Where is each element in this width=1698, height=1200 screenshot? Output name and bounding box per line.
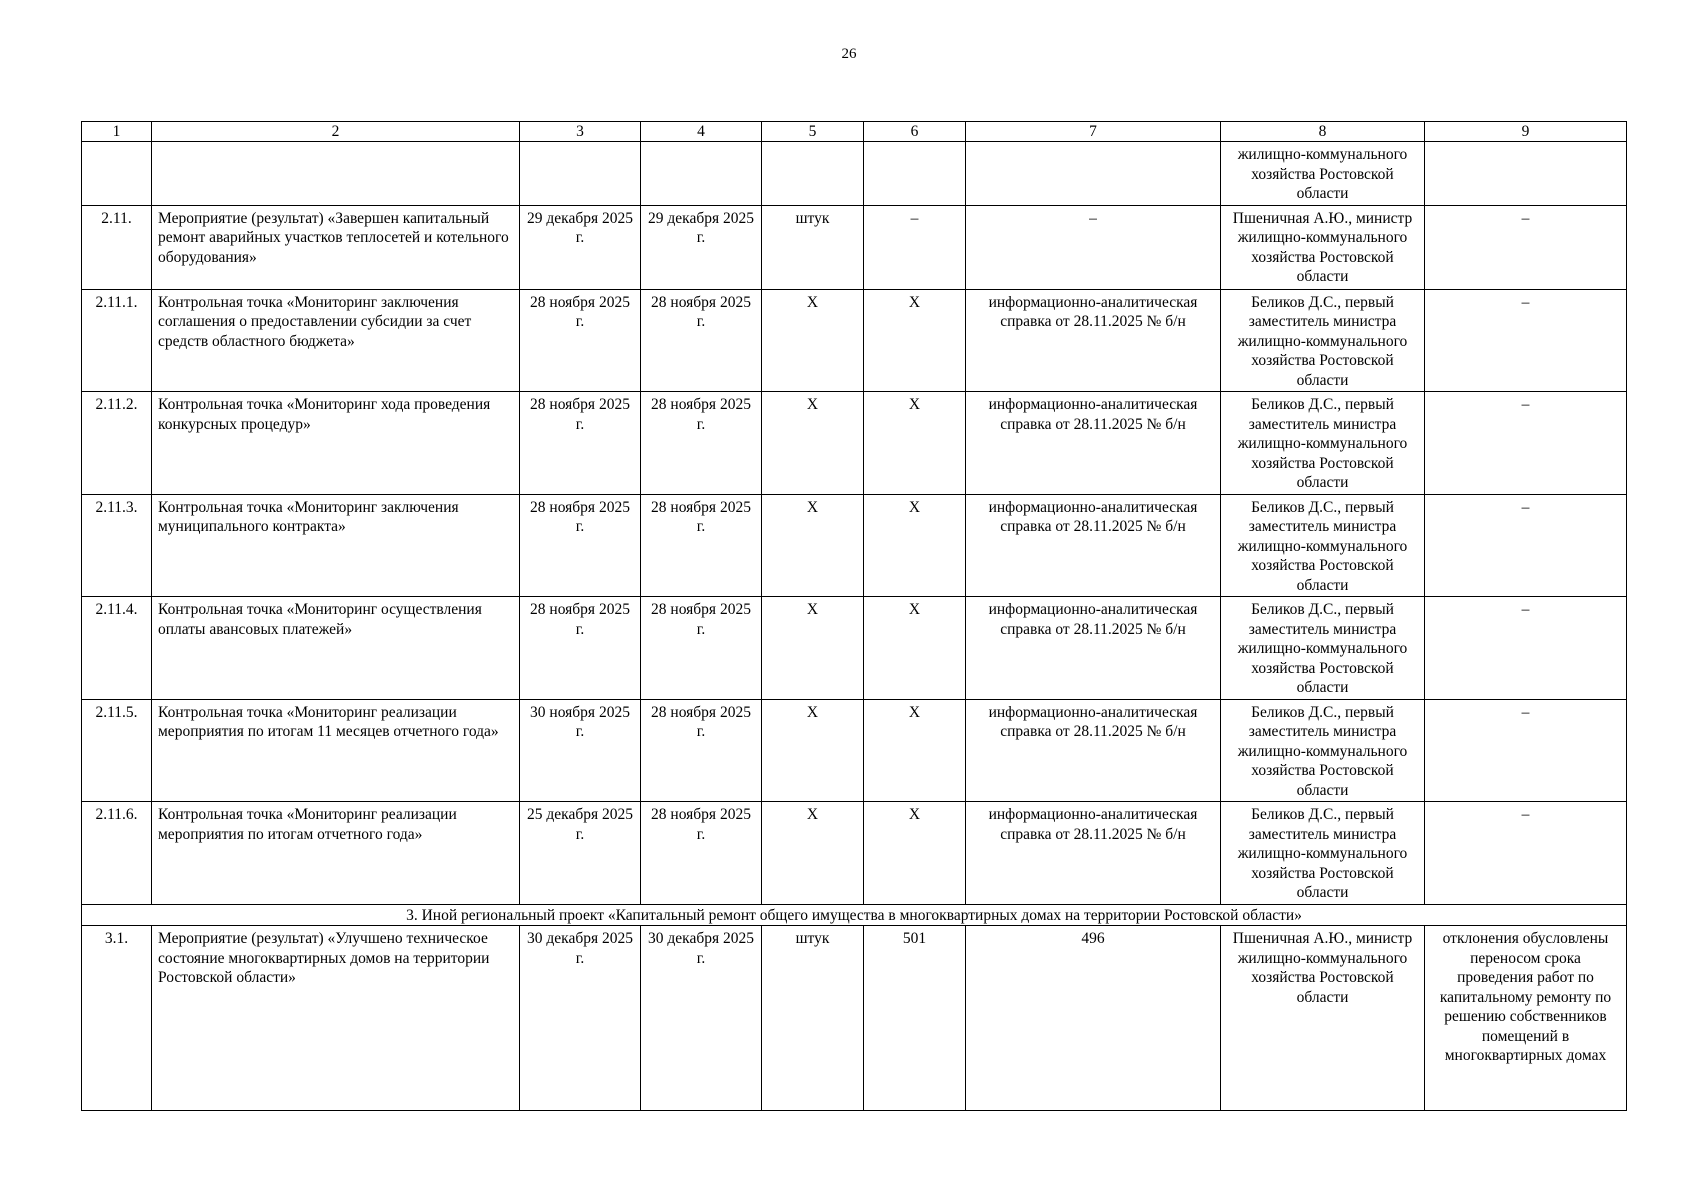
section-3-title: 3. Иной региональный проект «Капитальный ремонт общего имущества в многоквартирных домах на территории Ростовской области»: [82, 904, 1627, 926]
cell-value-fact: информационно-аналитическая справка от 28.11.2025 № б/н: [966, 597, 1221, 700]
column-header-3: 3: [520, 122, 641, 142]
cell-date-plan: 25 декабря 2025 г.: [520, 802, 641, 905]
cell-date-plan: 28 ноября 2025 г.: [520, 494, 641, 597]
cell-name: Контрольная точка «Мониторинг заключения соглашения о предоставлении субсидии за счет средств областного бюджета»: [152, 289, 520, 392]
cell-num: 2.11.5.: [82, 699, 152, 802]
page-number: 26: [841, 46, 857, 62]
cell-date-fact: 28 ноября 2025 г.: [641, 802, 762, 905]
cell-date-plan: 30 декабря 2025 г.: [520, 926, 641, 1111]
column-header-8: 8: [1221, 122, 1425, 142]
cell-name: [152, 142, 520, 206]
cell-note: –: [1425, 699, 1627, 802]
cell-unit: [762, 142, 864, 206]
cell-value-fact: информационно-аналитическая справка от 28.11.2025 № б/н: [966, 699, 1221, 802]
cell-num: 3.1.: [82, 926, 152, 1111]
column-header-6: 6: [864, 122, 966, 142]
cell-name: Контрольная точка «Мониторинг реализации мероприятия по итогам отчетного года»: [152, 802, 520, 905]
column-header-4: 4: [641, 122, 762, 142]
cell-date-fact: 28 ноября 2025 г.: [641, 597, 762, 700]
column-header-5: 5: [762, 122, 864, 142]
cell-num: 2.11.4.: [82, 597, 152, 700]
cell-note: отклонения обусловлены переносом срока проведения работ по капитальному ремонту по решению собственников помещений в многоквартирных домах: [1425, 926, 1627, 1111]
cell-num: 2.11.1.: [82, 289, 152, 392]
cell-name: Контрольная точка «Мониторинг реализации мероприятия по итогам 11 месяцев отчетного года»: [152, 699, 520, 802]
cell-unit: Х: [762, 597, 864, 700]
cell-note: [1425, 142, 1627, 206]
cell-note: –: [1425, 597, 1627, 700]
cell-responsible: Пшеничная А.Ю., министр жилищно-коммунального хозяйства Ростовской области: [1221, 926, 1425, 1111]
column-header-2: 2: [152, 122, 520, 142]
cell-unit: Х: [762, 289, 864, 392]
cell-num: 2.11.: [82, 205, 152, 289]
table-row: [82, 926, 1627, 1111]
cell-name: Мероприятие (результат) «Завершен капитальный ремонт аварийных участков теплосетей и котельного оборудования»: [152, 205, 520, 289]
cell-responsible: Беликов Д.С., первый заместитель министра жилищно-коммунального хозяйства Ростовской области: [1221, 699, 1425, 802]
cell-date-plan: 29 декабря 2025 г.: [520, 205, 641, 289]
cell-date-fact: 28 ноября 2025 г.: [641, 699, 762, 802]
table-row: [82, 597, 1627, 700]
table-row: [82, 392, 1627, 495]
cell-num: [82, 142, 152, 206]
cell-name: Мероприятие (результат) «Улучшено техническое состояние многоквартирных домов на территории Ростовской области»: [152, 926, 520, 1111]
cell-value-fact: информационно-аналитическая справка от 28.11.2025 № б/н: [966, 392, 1221, 495]
cell-num: 2.11.6.: [82, 802, 152, 905]
cell-date-plan: [520, 142, 641, 206]
cell-value-fact: информационно-аналитическая справка от 28.11.2025 № б/н: [966, 802, 1221, 905]
cell-name: Контрольная точка «Мониторинг осуществления оплаты авансовых платежей»: [152, 597, 520, 700]
cell-value-plan: Х: [864, 802, 966, 905]
cell-name: Контрольная точка «Мониторинг заключения муниципального контракта»: [152, 494, 520, 597]
cell-date-fact: 28 ноября 2025 г.: [641, 392, 762, 495]
column-header-9: 9: [1425, 122, 1627, 142]
column-header-7: 7: [966, 122, 1221, 142]
cell-value-plan: Х: [864, 494, 966, 597]
table-row: [82, 289, 1627, 392]
column-header-1: 1: [82, 122, 152, 142]
cell-date-plan: 30 ноября 2025 г.: [520, 699, 641, 802]
cell-responsible: Беликов Д.С., первый заместитель министра жилищно-коммунального хозяйства Ростовской области: [1221, 802, 1425, 905]
cell-date-fact: 28 ноября 2025 г.: [641, 494, 762, 597]
cell-value-plan: Х: [864, 392, 966, 495]
cell-note: –: [1425, 392, 1627, 495]
cell-value-fact: [966, 142, 1221, 206]
continuation-row: [82, 142, 1627, 206]
cell-num: 2.11.3.: [82, 494, 152, 597]
report-table: [81, 121, 1627, 1111]
cell-value-plan: –: [864, 205, 966, 289]
cell-date-plan: 28 ноября 2025 г.: [520, 392, 641, 495]
cell-note: –: [1425, 205, 1627, 289]
cell-value-fact: информационно-аналитическая справка от 28.11.2025 № б/н: [966, 289, 1221, 392]
cell-note: –: [1425, 494, 1627, 597]
table-row: [82, 699, 1627, 802]
header-row: [82, 122, 1627, 142]
cell-date-plan: 28 ноября 2025 г.: [520, 289, 641, 392]
cell-date-fact: 29 декабря 2025 г.: [641, 205, 762, 289]
cell-date-plan: 28 ноября 2025 г.: [520, 597, 641, 700]
cell-responsible: Беликов Д.С., первый заместитель министра жилищно-коммунального хозяйства Ростовской области: [1221, 597, 1425, 700]
cell-value-plan: Х: [864, 699, 966, 802]
cell-note: –: [1425, 802, 1627, 905]
cell-unit: Х: [762, 802, 864, 905]
cell-unit: Х: [762, 699, 864, 802]
section-header-row: [82, 904, 1627, 926]
cell-value-fact: –: [966, 205, 1221, 289]
table-row: [82, 802, 1627, 905]
cell-responsible: Беликов Д.С., первый заместитель министра жилищно-коммунального хозяйства Ростовской области: [1221, 392, 1425, 495]
cell-value-plan: [864, 142, 966, 206]
cell-date-fact: 28 ноября 2025 г.: [641, 289, 762, 392]
cell-name: Контрольная точка «Мониторинг хода проведения конкурсных процедур»: [152, 392, 520, 495]
cell-value-plan: Х: [864, 597, 966, 700]
cell-note: –: [1425, 289, 1627, 392]
cell-value-plan: Х: [864, 289, 966, 392]
cell-value-fact: 496: [966, 926, 1221, 1111]
cell-date-fact: [641, 142, 762, 206]
cell-responsible: жилищно-коммунального хозяйства Ростовской области: [1221, 142, 1425, 206]
cell-responsible: Беликов Д.С., первый заместитель министра жилищно-коммунального хозяйства Ростовской области: [1221, 289, 1425, 392]
cell-unit: штук: [762, 926, 864, 1111]
cell-unit: штук: [762, 205, 864, 289]
cell-num: 2.11.2.: [82, 392, 152, 495]
table-row: [82, 494, 1627, 597]
cell-responsible: Беликов Д.С., первый заместитель министра жилищно-коммунального хозяйства Ростовской области: [1221, 494, 1425, 597]
cell-value-fact: информационно-аналитическая справка от 28.11.2025 № б/н: [966, 494, 1221, 597]
cell-date-fact: 30 декабря 2025 г.: [641, 926, 762, 1111]
table-row: [82, 205, 1627, 289]
cell-responsible: Пшеничная А.Ю., министр жилищно-коммунального хозяйства Ростовской области: [1221, 205, 1425, 289]
cell-unit: Х: [762, 494, 864, 597]
cell-unit: Х: [762, 392, 864, 495]
cell-value-plan: 501: [864, 926, 966, 1111]
